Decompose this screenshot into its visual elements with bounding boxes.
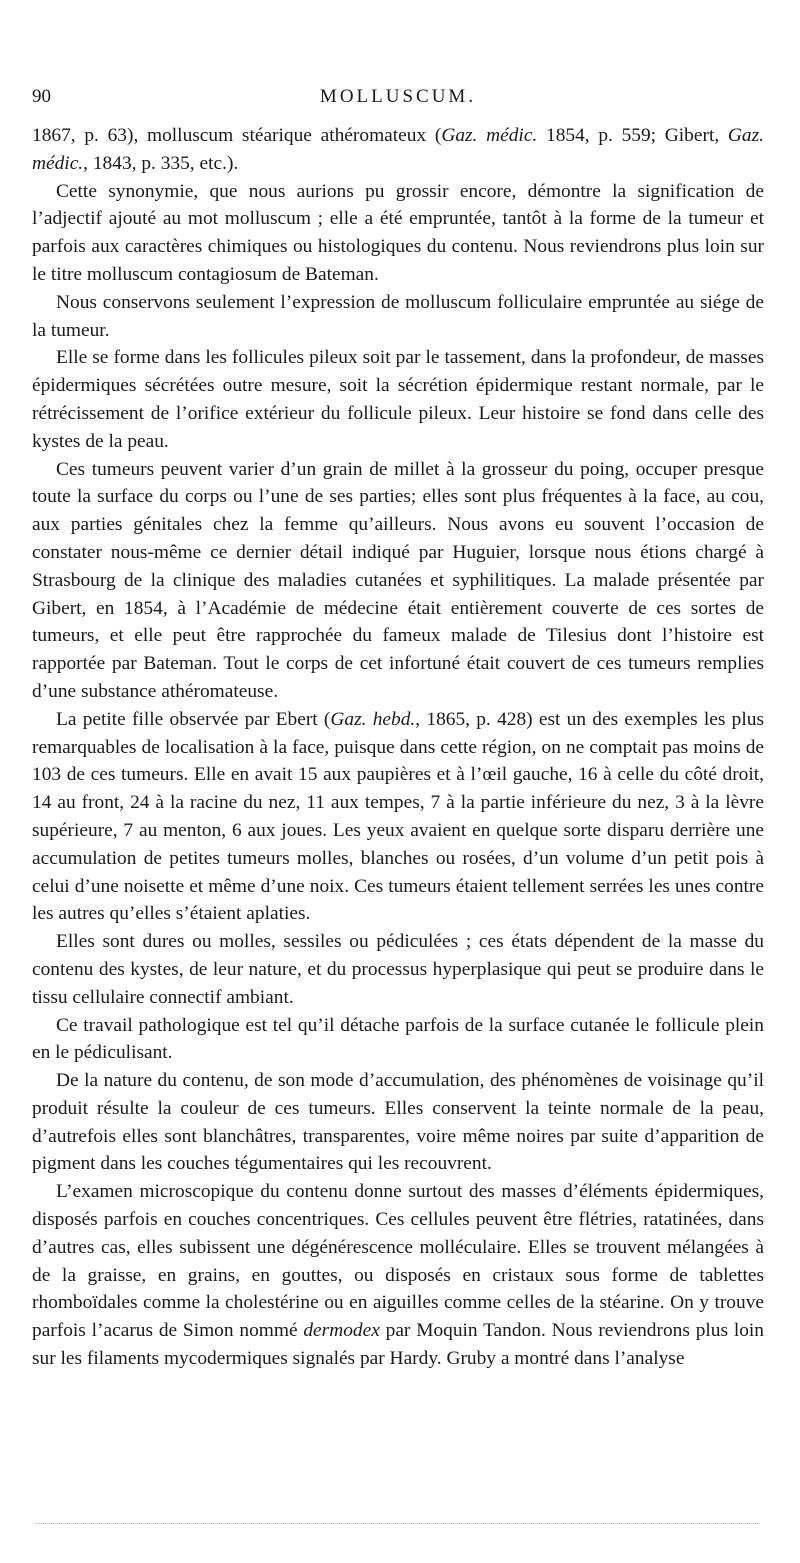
paragraph-text: Ce travail pathologique est tel qu’il détache parfois de la surface cutanée le follicule plein en le pédiculisant.	[32, 1014, 764, 1064]
paragraph	[32, 706, 764, 928]
italic-citation: Gaz. hebd.	[330, 708, 416, 730]
italic-citation: dermodex	[303, 1320, 380, 1342]
body-text	[32, 122, 764, 1373]
paragraph	[32, 122, 764, 178]
paragraph	[32, 1067, 764, 1178]
paragraph-text: L’examen microscopique du contenu donne surtout des masses d’éléments épidermiques, disposés parfois en couches concentriques. Ces cellules peuvent être flétries, ratatinées, dans d’autres cas, elles subissent une dégénérescence molléculaire. Elles se trouvent mélangées à de la graisse, en grains, en gouttes, ou disposés en cristaux sous forme de tablettes rhomboïdales comme la cholestérine ou en aiguilles comme celles de la stéarine. On y trouve parfois l’acarus de Simon nommé	[32, 1181, 764, 1342]
italic-citation: Gaz. médic.	[32, 125, 764, 174]
paragraph-text: par Moquin Tandon. Nous reviendrons plus loin sur les filaments mycodermiques signalés par Hardy. Gruby a montré dans l’analyse	[32, 1320, 764, 1370]
paragraph-text: Nous conservons seulement l’expression de molluscum folliculaire empruntée au siége de la tumeur.	[32, 291, 764, 341]
paragraph-text: 1854, p. 559; Gibert,	[537, 125, 728, 146]
paragraph	[32, 289, 764, 345]
paragraph-text: Elles sont dures ou molles, sessiles ou pédiculées ; ces états dépendent de la masse du contenu des kystes, de leur nature, et du processus hyperplasique qui peut se produire dans le tissu cellulaire connectif ambiant.	[32, 931, 764, 1008]
paragraph	[32, 456, 764, 706]
paragraph-text: De la nature du contenu, de son mode d’accumulation, des phénomènes de voisinage qu’il produit résulte la couleur de ces tumeurs. Elles conservent la teinte normale de la peau, d’autrefois elles sont blanchâtres, transparentes, voire même noires par suite d’apparition de pigment dans les couches tégumentaires qui les recouvrent.	[32, 1070, 764, 1175]
paragraph-text: , 1843, p. 335, etc.).	[83, 152, 239, 174]
running-title: MOLLUSCUM.	[319, 86, 477, 107]
footer-rule	[36, 1523, 760, 1524]
paragraph-text: Ces tumeurs peuvent varier d’un grain de millet à la grosseur du poing, occuper presque toute la surface du corps ou l’une de ses parties; elles sont plus fréquentes à la face, au cou, aux parties génitales chez la femme qu’ailleurs. Nous avons eu souvent l’occasion de constater nous-même ce dernier détail indiqué par Huguier, lorsque nous étions chargé à Strasbourg de la clinique des maladies cutanées et syphilitiques. La malade présentée par Gibert, en 1854, à l’Académie de médecine était entièrement couverte de ces sortes de tumeurs, et elle peut être rapprochée du fameux malade de Tilesius dont l’histoire est rapportée par Bateman. Tout le corps de cet infortuné était couvert de ces tumeurs remplies d’une substance athéromateuse.	[32, 458, 764, 702]
paragraph	[32, 178, 764, 289]
italic-citation: Gaz. médic.	[441, 125, 538, 146]
paragraph	[32, 1012, 764, 1068]
document-page	[32, 86, 764, 1373]
paragraph	[32, 928, 764, 1011]
page-header	[32, 86, 764, 122]
page-number: 90	[32, 86, 51, 107]
paragraph	[32, 344, 764, 455]
paragraph-text: 1867, p. 63), molluscum stéarique athéromateux (	[32, 125, 442, 146]
paragraph-text: La petite fille observée par Ebert (	[56, 708, 331, 730]
paragraph-text: , 1865, p. 428) est un des exemples les plus remarquables de localisation à la face, puisque dans cette région, on ne comptait pas moins de 103 de ces tumeurs. Elle en avait 15 aux paupières et à l’œil gauche, 16 à celle du côté droit, 14 au front, 24 à la racine du nez, 11 aux tempes, 7 à la partie inférieure du nez, 3 à la lèvre supérieure, 7 au menton, 6 aux joues. Les yeux avaient en quelque sorte disparu derrière une accumulation de petites tumeurs molles, blanches ou rosées, d’un volume d’un petit pois à celui d’une noisette et même d’une noix. Ces tumeurs étaient tellement serrées les unes contre les autres qu’elles s’étaient aplaties.	[32, 708, 764, 925]
paragraph-text: Elle se forme dans les follicules pileux soit par le tassement, dans la profondeur, de masses épidermiques sécrétées outre mesure, soit la sécrétion épidermique restant normale, par le rétrécissement de l’orifice extérieur du follicule pileux. Leur histoire se fond dans celle des kystes de la peau.	[32, 347, 764, 452]
paragraph	[32, 1178, 764, 1373]
paragraph-text: Cette synonymie, que nous aurions pu grossir encore, démontre la signification de l’adjectif ajouté au mot molluscum ; elle a été empruntée, tantôt à la forme de la tumeur et parfois aux caractères chimiques ou histologiques du contenu. Nous reviendrons plus loin sur le titre molluscum contagiosum de Bateman.	[32, 180, 764, 285]
